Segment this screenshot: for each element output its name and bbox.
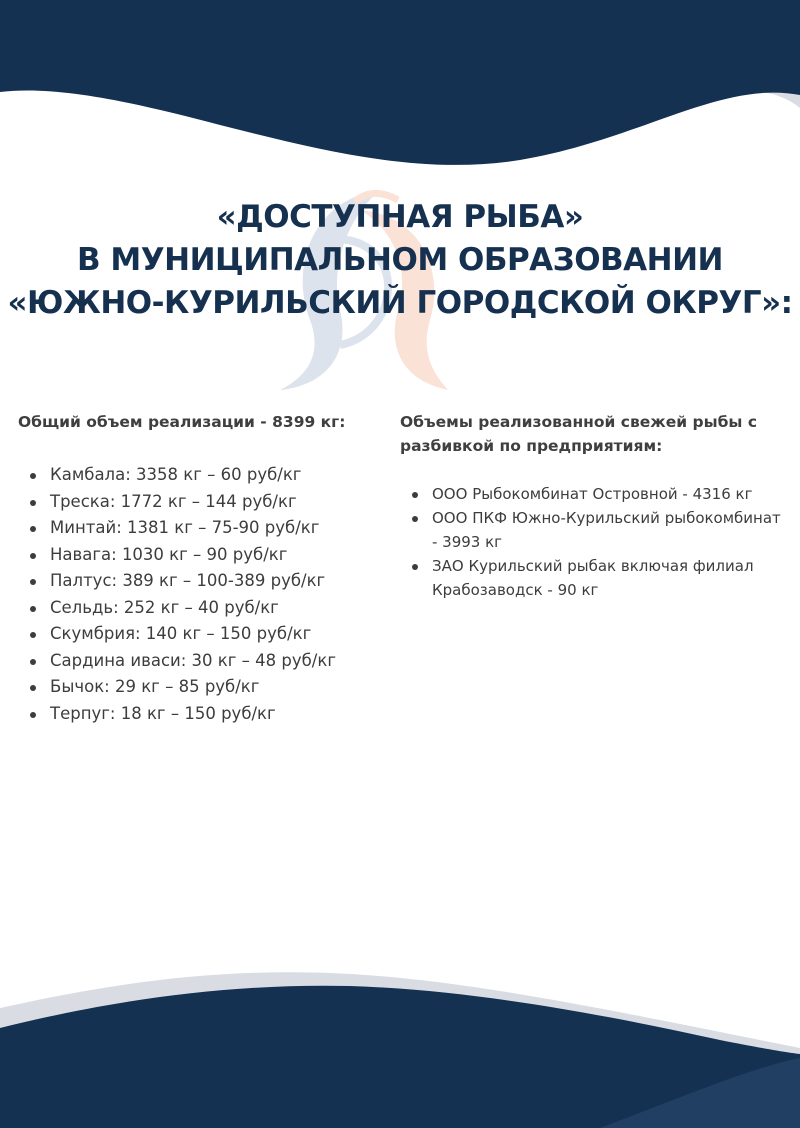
title-line-1: «ДОСТУПНАЯ РЫБА» [216,199,584,235]
page-title [0,196,800,325]
title-line-2: В МУНИЦИПАЛЬНОМ ОБРАЗОВАНИИ [76,242,724,278]
bullet-icon [412,492,418,498]
top-wave-decoration [0,0,800,175]
company-breakdown-section [400,410,790,602]
bullet-icon [30,473,36,479]
bullet-icon [30,712,36,718]
bullet-icon [412,516,418,522]
title-line-3: «ЮЖНО-КУРИЛЬСКИЙ ГОРОДСКОЙ ОКРУГ»: [7,285,793,321]
bullet-icon [412,564,418,570]
list-item: Навага: 1030 кг – 90 руб/кг [18,542,388,569]
company-list [400,482,790,602]
bullet-icon [30,659,36,665]
list-item: Камбала: 3358 кг – 60 руб/кг [18,462,388,489]
list-item: Треска: 1772 кг – 144 руб/кг [18,489,388,516]
list-item: ЗАО Курильский рыбак включая филиал Крабозаводск - 90 кг [400,554,790,602]
bullet-icon [30,632,36,638]
bullet-icon [30,685,36,691]
bottom-wave-decoration [0,968,800,1128]
total-sales-heading: Общий объем реализации - 8399 кг: [18,413,346,431]
list-item: Сельдь: 252 кг – 40 руб/кг [18,595,388,622]
bullet-icon [30,500,36,506]
list-item: Скумбрия: 140 кг – 150 руб/кг [18,621,388,648]
list-item: ООО ПКФ Южно-Курильский рыбокомбинат - 3993 кг [400,506,790,554]
list-item: Сардина иваси: 30 кг – 48 руб/кг [18,648,388,675]
bullet-icon [30,553,36,559]
bullet-icon [30,526,36,532]
fish-price-list [18,462,388,727]
bullet-icon [30,579,36,585]
list-item: Палтус: 389 кг – 100-389 руб/кг [18,568,388,595]
bullet-icon [30,606,36,612]
list-item: ООО Рыбокомбинат Островной - 4316 кг [400,482,790,506]
list-item: Терпуг: 18 кг – 150 руб/кг [18,701,388,728]
list-item: Бычок: 29 кг – 85 руб/кг [18,674,388,701]
total-sales-section [18,410,388,727]
company-breakdown-heading: Объемы реализованной свежей рыбы с разбивкой по предприятиям: [400,413,758,455]
list-item: Минтай: 1381 кг – 75-90 руб/кг [18,515,388,542]
